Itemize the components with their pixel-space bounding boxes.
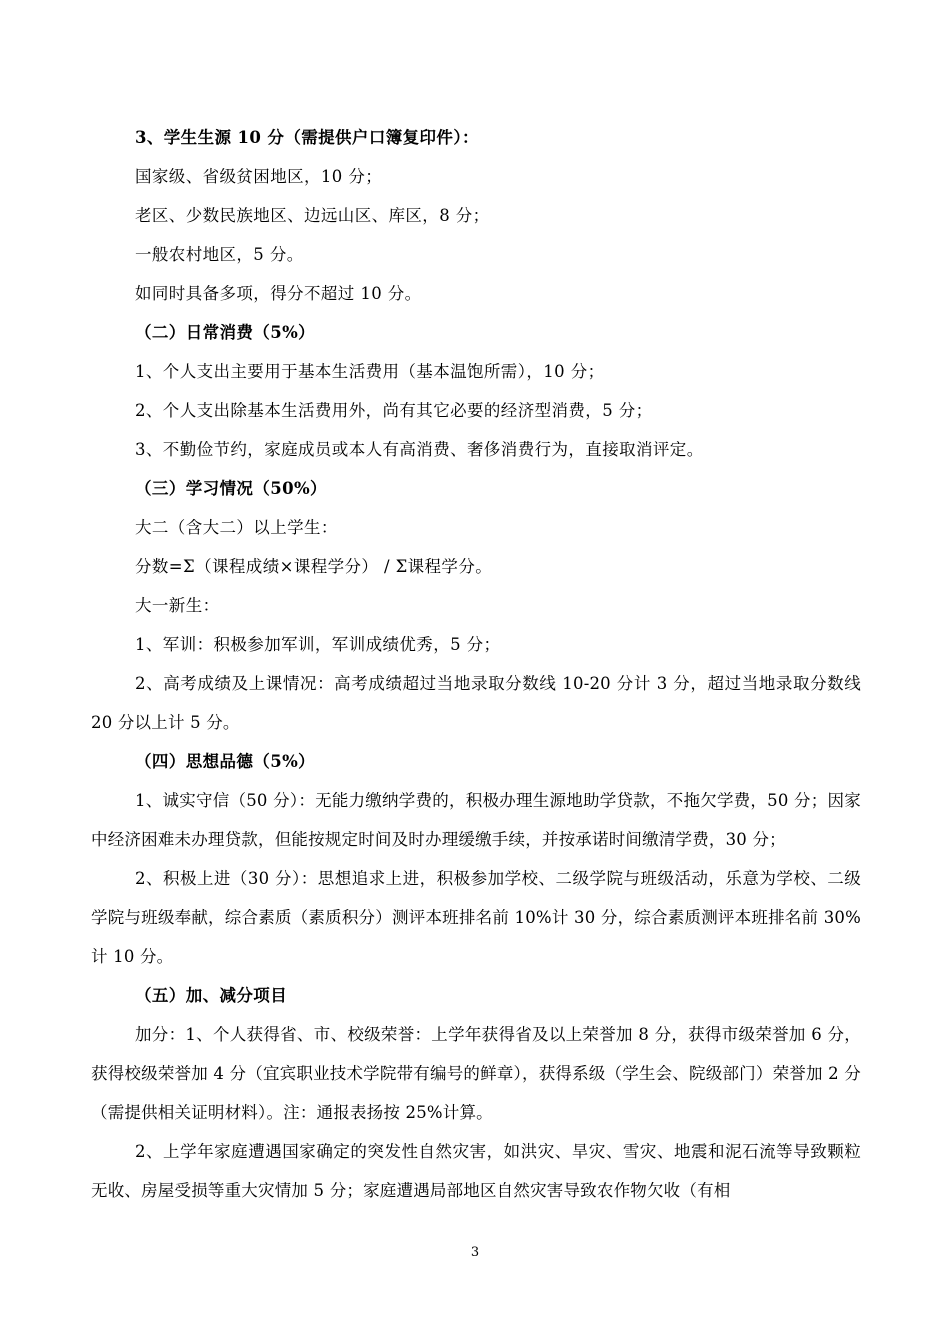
paragraph-integrity: 1、诚实守信（50 分）：无能力缴纳学费的，积极办理生源地助学贷款，不拖欠学费，50 分；因家中经济困难未办理贷款，但能按规定时间及时办理缓缴手续，并按承诺时间缴清学费，30 分；: [91, 791, 861, 849]
list-item: 3、不勤俭节约，家庭成员或本人有高消费、奢侈消费行为，直接取消评定。: [135, 440, 704, 459]
section-moral-heading: （四）思想品德（5%）: [135, 752, 316, 771]
section-study-heading: （三）学习情况（50%）: [135, 479, 327, 498]
list-item: 2、个人支出除基本生活费用外，尚有其它必要的经济型消费，5 分；: [135, 401, 653, 420]
paragraph-entrance-exam: 2、高考成绩及上课情况：高考成绩超过当地录取分数线 10-20 分计 3 分，超过当地录取分数线 20 分以上计 5 分。: [91, 674, 861, 732]
paragraph-bonus-disaster: 2、上学年家庭遭遇国家确定的突发性自然灾害，如洪灾、旱灾、雪灾、地震和泥石流等导致颗粒无收、房屋受损等重大灾情加 5 分；家庭遭遇局部地区自然灾害导致农作物欠收（有相: [91, 1142, 861, 1200]
document-body: [91, 118, 861, 1210]
paragraph-bonus-honors: 加分：1、个人获得省、市、校级荣誉：上学年获得省及以上荣誉加 8 分，获得市级荣誉加 6 分，获得校级荣誉加 4 分（宜宾职业技术学院带有编号的鲜章），获得系级（学生会、院级部门）荣誉加 2 分（需提供相关证明材料）。注：通报表扬按 25%计算。: [91, 1025, 861, 1122]
list-item: 一般农村地区，5 分。: [135, 245, 304, 264]
section-daily-consumption-heading: （二）日常消费（5%）: [135, 323, 316, 342]
section-3-heading: 3、学生生源 10 分（需提供户口簿复印件）：: [135, 128, 479, 147]
list-item: 1、军训：积极参加军训，军训成绩优秀，5 分；: [135, 635, 501, 654]
list-item: 分数=Σ（课程成绩×课程学分） / Σ课程学分。: [135, 557, 493, 576]
section-bonus-heading: （五）加、减分项目: [135, 986, 288, 1005]
list-item: 如同时具备多项，得分不超过 10 分。: [135, 284, 422, 303]
list-item: 1、个人支出主要用于基本生活费用（基本温饱所需），10 分；: [135, 362, 605, 381]
list-item: 大二（含大二）以上学生：: [135, 518, 338, 537]
list-item: 国家级、省级贫困地区，10 分；: [135, 167, 383, 186]
list-item: 老区、少数民族地区、边远山区、库区，8 分；: [135, 206, 490, 225]
page-number: 3: [470, 1245, 480, 1260]
paragraph-progress: 2、积极上进（30 分）：思想追求上进，积极参加学校、二级学院与班级活动，乐意为学校、二级学院与班级奉献，综合素质（素质积分）测评本班排名前 10%计 30 分，综合素质测评本班排名前 30%计 10 分。: [91, 869, 861, 966]
list-item: 大一新生：: [135, 596, 220, 615]
